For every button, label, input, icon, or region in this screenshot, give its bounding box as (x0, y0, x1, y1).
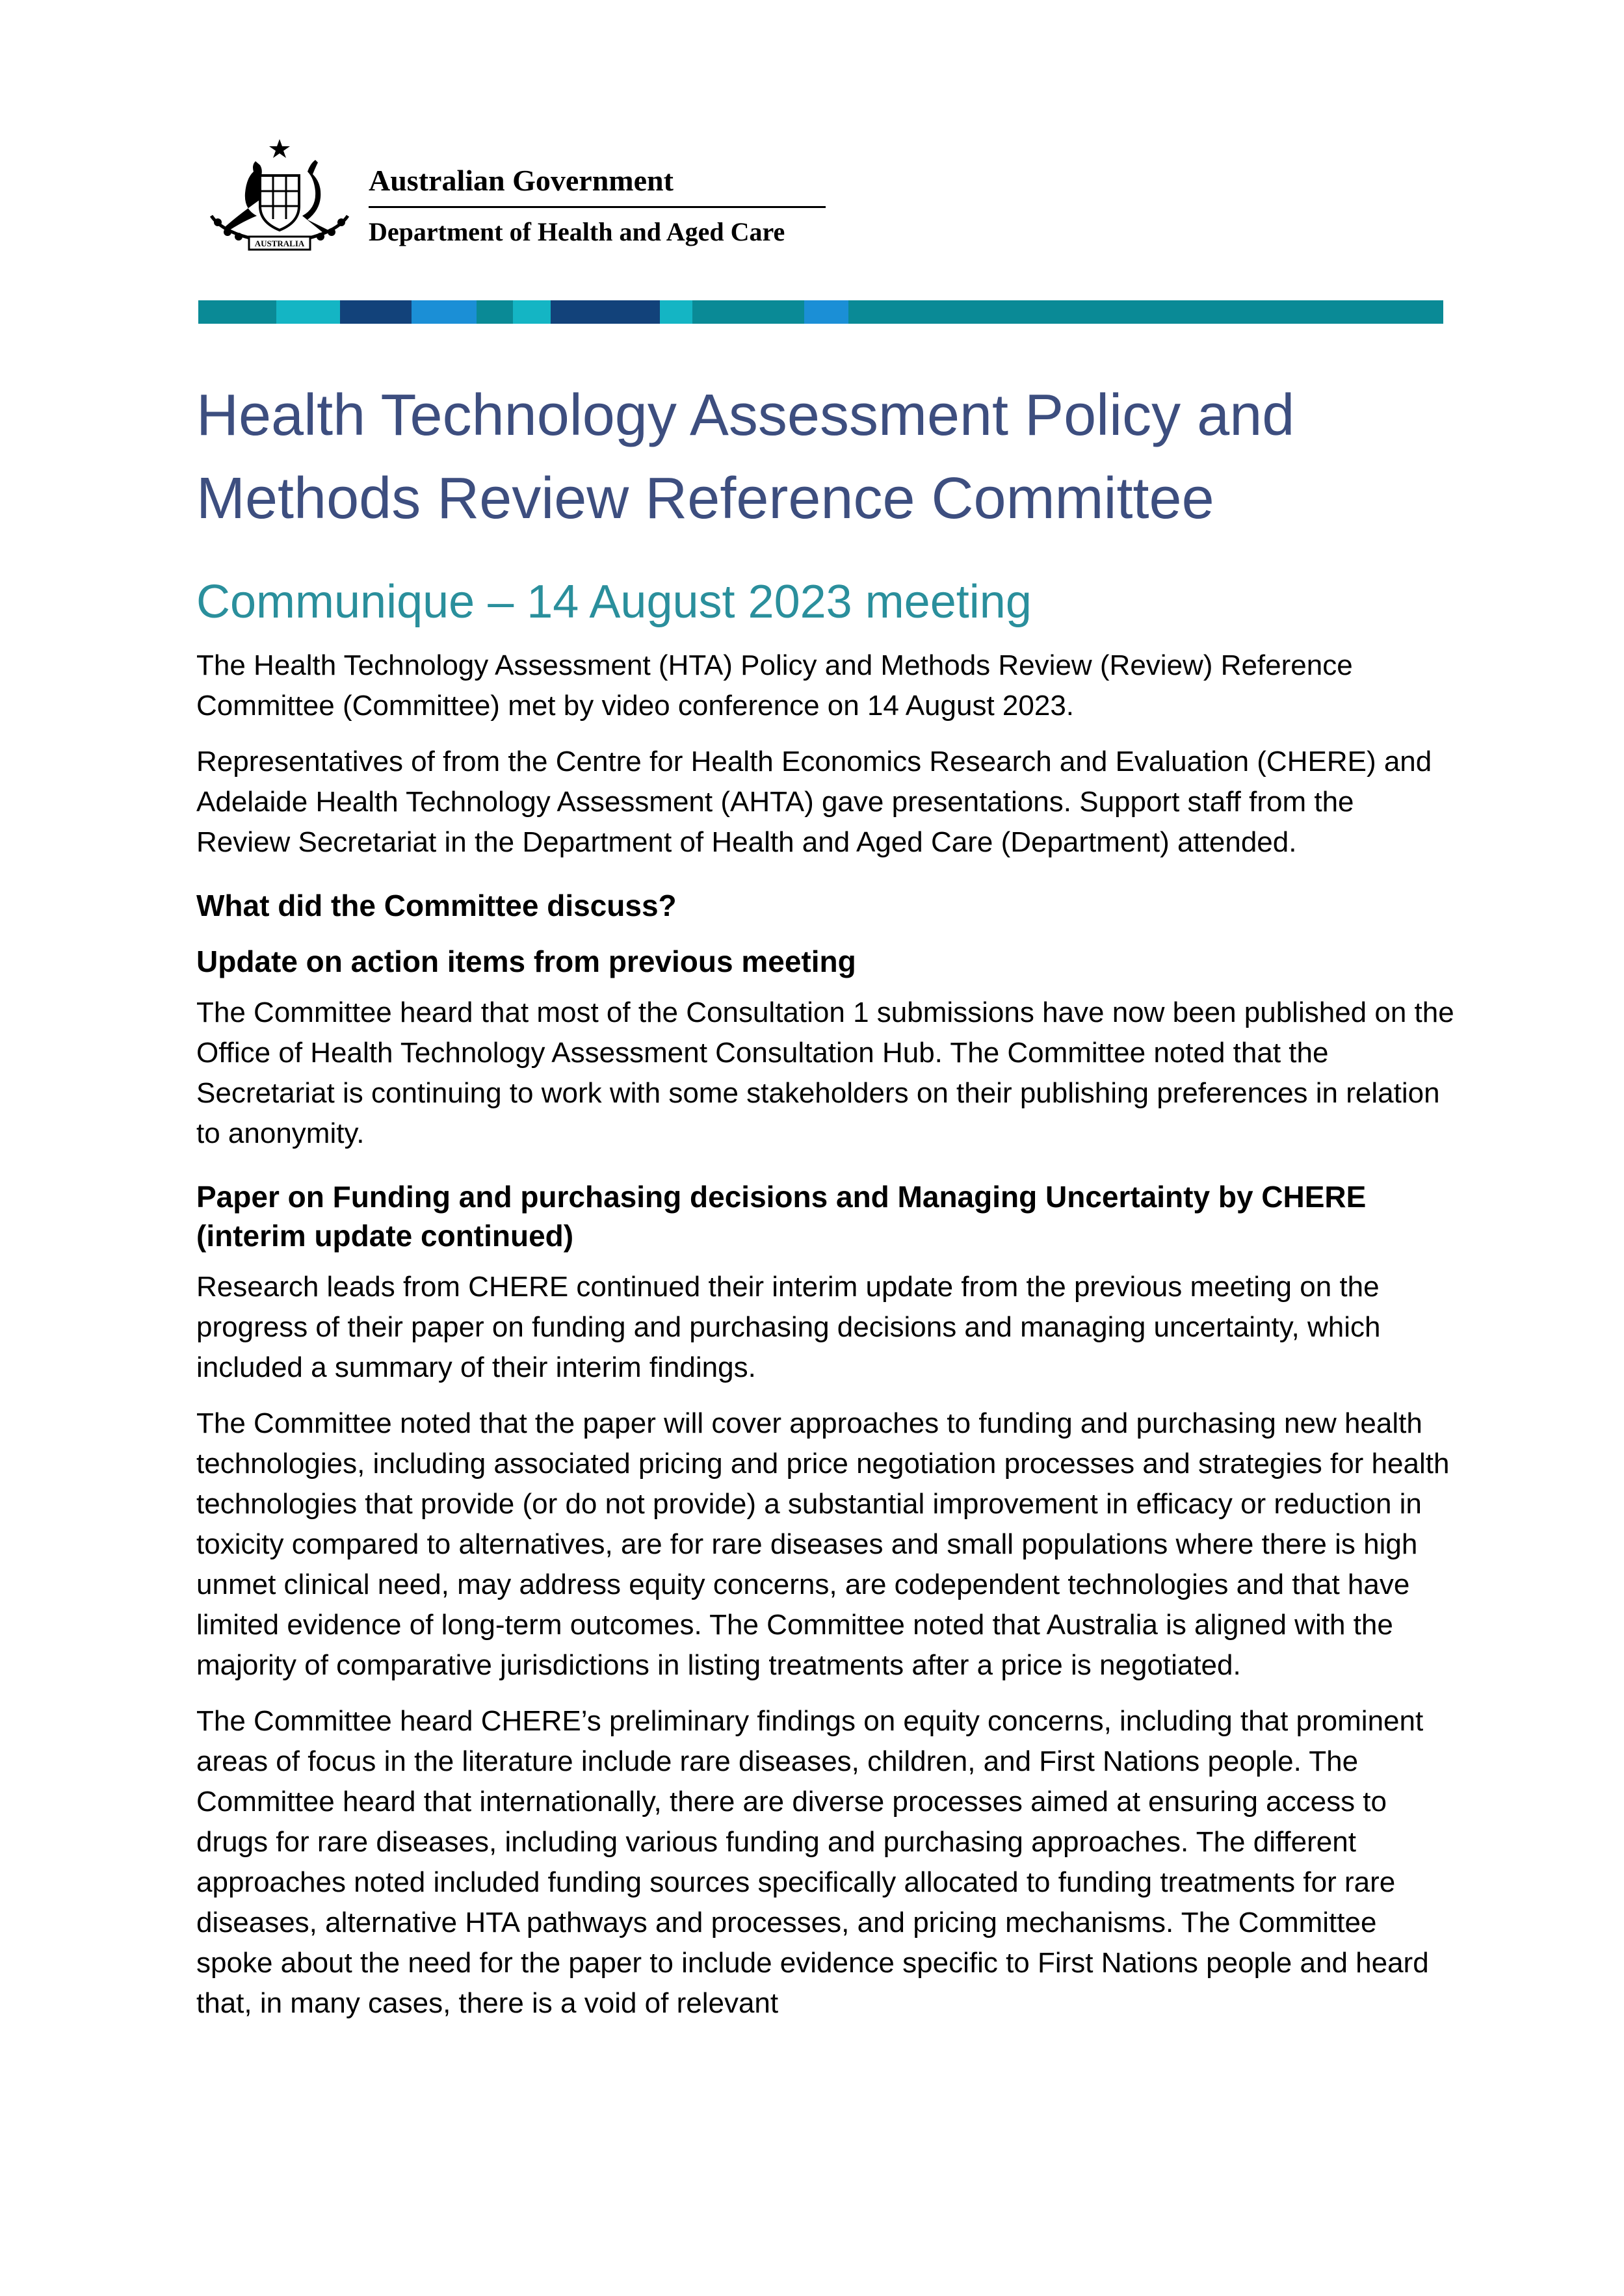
decorative-color-bar (198, 300, 1443, 324)
emu-icon (302, 160, 328, 233)
section-paragraph: The Committee heard CHERE’s preliminary findings on equity concerns, including that prominent areas of focus in the literature include rare diseases, children, and First Nations people. The Committee heard that internationally, there are diverse processes aimed at ensuring access to drugs for rare diseases, including various funding and purchasing approaches. The different approaches noted included funding sources specifically allocated to funding treatments for rare diseases, alternative HTA pathways and processes, and pricing mechanisms. The Committee spoke about the need for the paper to include evidence specific to First Nations people and heard that, in many cases, there is a void of relevant (196, 1705, 1429, 2019)
color-bar-segment (198, 300, 276, 324)
color-bar-segment (513, 300, 551, 324)
color-bar-segment (692, 300, 804, 324)
color-bar-segment (551, 300, 660, 324)
color-bar-segment (412, 300, 477, 324)
kangaroo-icon (224, 161, 262, 230)
department-name: Department of Health and Aged Care (369, 217, 785, 246)
section-paragraph: Research leads from CHERE continued their interim update from the previous meeting on the progress of their paper on funding and purchasing decisions and managing uncertainty, which included a summary of their interim findings. (196, 1271, 1381, 1383)
section-heading: Paper on Funding and purchasing decisions and Managing Uncertainty by CHERE (interim update continued) (196, 1180, 1367, 1253)
intro-paragraph: The Health Technology Assessment (HTA) Policy and Methods Review (Review) Reference Committee (Committee) met by video conference on 14 August 2023. (196, 649, 1353, 722)
coat-of-arms-icon (198, 138, 361, 255)
intro-paragraph: Representatives of from the Centre for Health Economics Research and Evaluation (CHERE) and Adelaide Health Technology Assessment (AHTA) gave presentations. Support staff from the Review Secretariat in the Department of Health and Aged Care (Department) attended. (196, 746, 1432, 858)
commonwealth-star-icon (269, 139, 290, 158)
color-bar-segment (340, 300, 412, 324)
discussion-heading: What did the Committee discuss? (196, 889, 677, 922)
crest-ribbon-text: AUSTRALIA (254, 239, 305, 248)
section-paragraph: The Committee heard that most of the Consultation 1 submissions have now been published on the Office of Health Technology Assessment Consultation Hub. The Committee noted that the Secretariat is continuing to work with some stakeholders on their publishing preferences in relation to anonymity. (196, 997, 1454, 1149)
color-bar-segment (804, 300, 848, 324)
shield-icon (260, 176, 299, 230)
header-divider (369, 206, 826, 208)
color-bar-segment (660, 300, 692, 324)
government-name: Australian Government (369, 164, 674, 197)
page-title: Health Technology Assessment Policy and Methods Review Reference Committee (196, 383, 1295, 531)
section-paragraph: The Committee noted that the paper will cover approaches to funding and purchasing new health technologies, including associated pricing and price negotiation processes and strategies for health technologies that provide (or do not provide) a substantial improvement in efficacy or reduction in toxicity compared to alternatives, are for rare diseases and small populations where there is high unmet clinical need, may address equity concerns, are codependent technologies and that have limited evidence of long-term outcomes. The Committee noted that Australia is aligned with the majority of comparative jurisdictions in listing treatments after a price is negotiated. (196, 1407, 1450, 1681)
color-bar-segment (848, 300, 1443, 324)
color-bar-segment (276, 300, 340, 324)
color-bar-segment (477, 300, 513, 324)
government-logo (198, 138, 826, 255)
section-heading: Update on action items from previous meeting (196, 945, 856, 978)
page-subtitle: Communique – 14 August 2023 meeting (196, 576, 1032, 628)
document-body (196, 374, 1454, 2039)
